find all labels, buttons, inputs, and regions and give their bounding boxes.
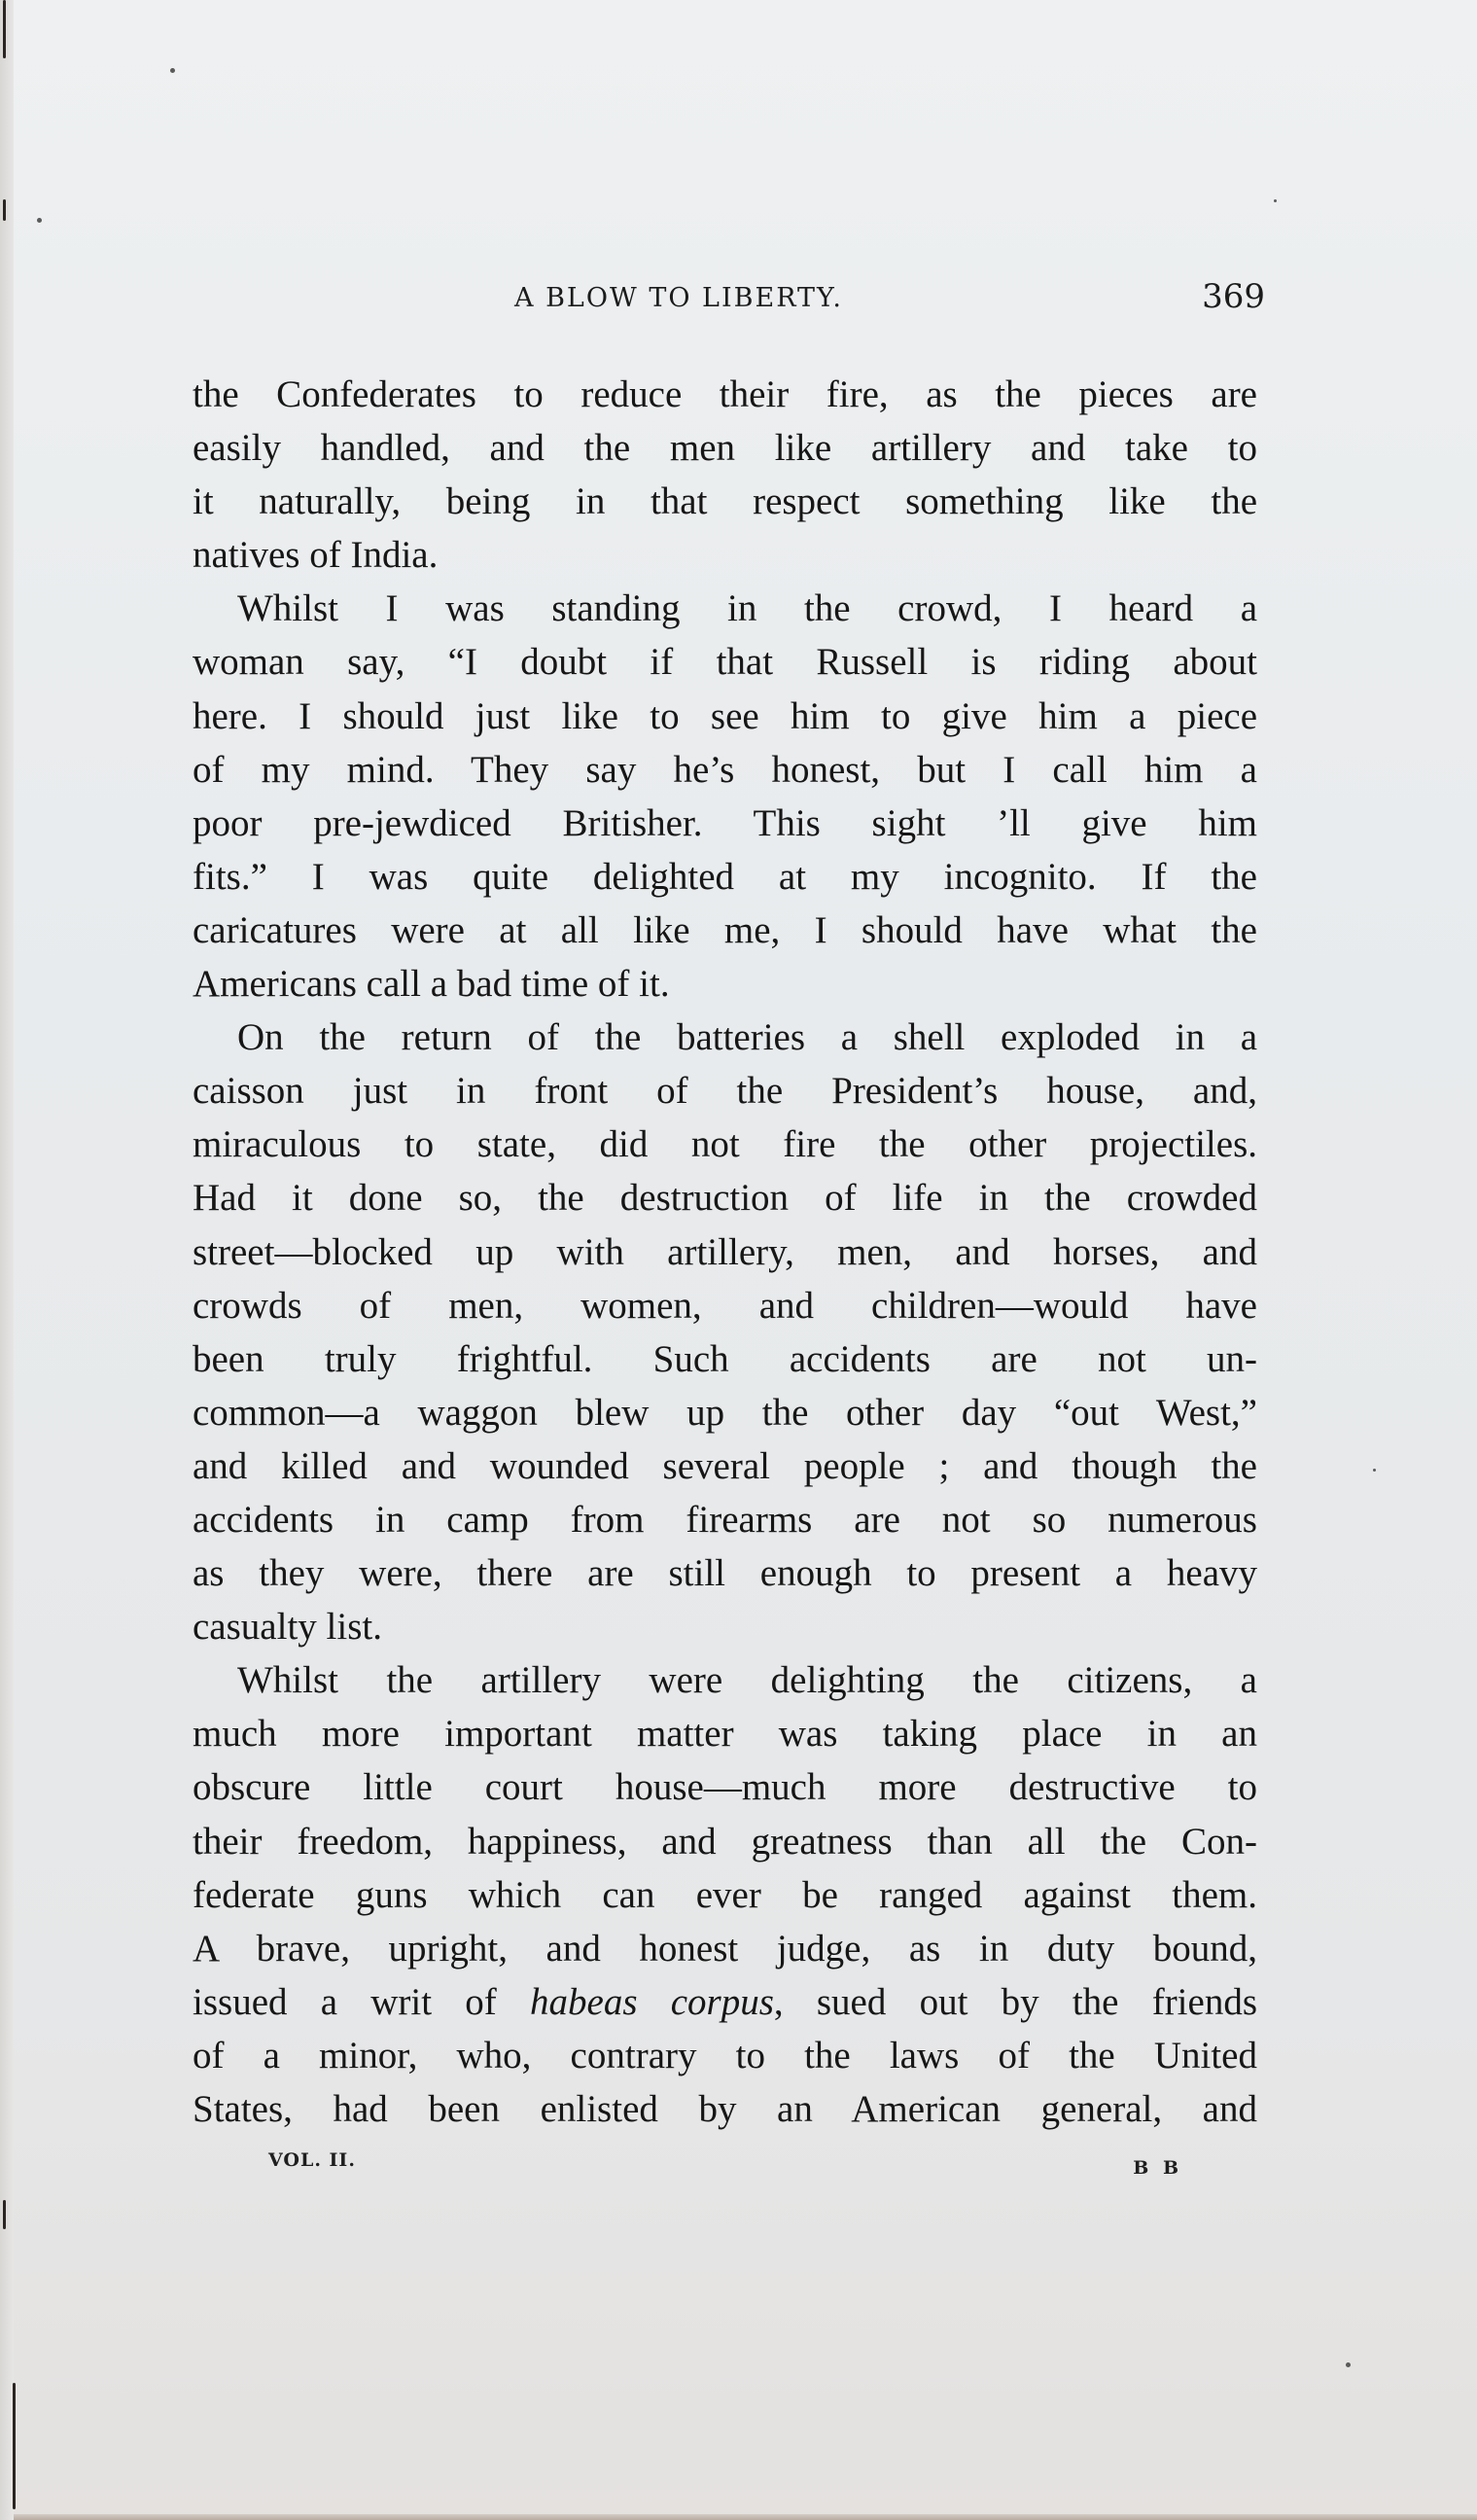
text-line: caisson just in front of the President’s house, and, xyxy=(193,1070,1257,1113)
text-line: States, had been enlisted by an American general, and xyxy=(193,2088,1257,2130)
text-line: street—blocked up with artillery, men, and horses, and xyxy=(193,1230,1257,1273)
text-line: as they were, there are still enough to present a heavy xyxy=(193,1552,1257,1595)
text-line: accidents in camp from firearms are not so numerous xyxy=(193,1498,1257,1541)
paper-speck xyxy=(1346,2362,1351,2367)
text-line: common—a waggon blew up the other day “out West,” xyxy=(193,1391,1257,1434)
text-line: Americans call a bad time of it. xyxy=(193,963,670,1006)
text-line xyxy=(193,1975,1257,2029)
text-line: here. I should just like to see him to give him a piece xyxy=(193,694,1257,737)
page-bottom-edge xyxy=(14,2514,1477,2520)
volume-label: VOL. II. xyxy=(268,2149,356,2171)
page-number: 369 xyxy=(1202,277,1265,316)
text-run: issued a writ of xyxy=(193,1980,531,2023)
paragraph xyxy=(193,1653,1257,2136)
text-line: crowds of men, women, and children—would have xyxy=(193,1284,1257,1327)
text-run: , sued out by the friends xyxy=(773,1980,1258,2023)
page-footer xyxy=(268,2149,1182,2188)
text-line: much more important matter was taking place in an xyxy=(193,1713,1257,1756)
text-line: it naturally, being in that respect something like the xyxy=(193,480,1257,523)
text-line: been truly frightful. Such accidents are not un- xyxy=(193,1337,1257,1380)
running-title: A BLOW TO LIBERTY. xyxy=(514,283,843,313)
text-line: caricatures were at all like me, I should have what the xyxy=(193,908,1257,951)
edge-mark xyxy=(3,199,6,221)
text-line: of a minor, who, contrary to the laws of the United xyxy=(193,2034,1257,2076)
text-line: easily handled, and the men like artillery and take to xyxy=(193,427,1257,470)
paragraph xyxy=(193,368,1257,582)
text-line: A brave, upright, and honest judge, as in duty bound, xyxy=(193,1927,1257,1970)
signature-mark: B B xyxy=(1133,2157,1182,2179)
paragraph xyxy=(193,1011,1257,1653)
text-line: On the return of the batteries a shell exploded in a xyxy=(237,1016,1257,1059)
page-left-edge xyxy=(0,0,14,2520)
paper-speck xyxy=(1373,1469,1376,1472)
edge-mark xyxy=(3,0,6,58)
paper-speck xyxy=(170,68,175,73)
text-line: fits.” I was quite delighted at my incognito. If the xyxy=(193,855,1257,898)
text-line: Had it done so, the destruction of life in the crowded xyxy=(193,1177,1257,1220)
text-line: of my mind. They say he’s honest, but I call him a xyxy=(193,748,1257,791)
text-line: the Confederates to reduce their fire, as the pieces are xyxy=(193,373,1257,415)
paper-speck xyxy=(1274,199,1277,202)
text-line: Whilst the artillery were delighting the citizens, a xyxy=(237,1659,1257,1702)
edge-mark xyxy=(13,2383,16,2509)
text-line: woman say, “I doubt if that Russell is riding about xyxy=(193,641,1257,684)
text-line: federate guns which can ever be ranged against them. xyxy=(193,1873,1257,1916)
running-header xyxy=(193,275,1302,324)
text-line: Whilst I was standing in the crowd, I heard a xyxy=(237,587,1257,630)
text-line: miraculous to state, did not fire the other projectiles. xyxy=(193,1123,1257,1166)
body-text xyxy=(193,368,1257,2136)
paragraph xyxy=(193,582,1257,1011)
text-line: and killed and wounded several people ; and though the xyxy=(193,1444,1257,1487)
italic-phrase: habeas corpus xyxy=(530,1980,774,2023)
text-line: their freedom, happiness, and greatness than all the Con- xyxy=(193,1820,1257,1863)
text-line: casualty list. xyxy=(193,1606,382,1649)
paper-speck xyxy=(37,218,42,223)
edge-mark xyxy=(3,2200,6,2229)
text-line: obscure little court house—much more destructive to xyxy=(193,1766,1257,1809)
text-line: natives of India. xyxy=(193,534,439,577)
text-line: poor pre-jewdiced Britisher. This sight ’ll give him xyxy=(193,801,1257,844)
